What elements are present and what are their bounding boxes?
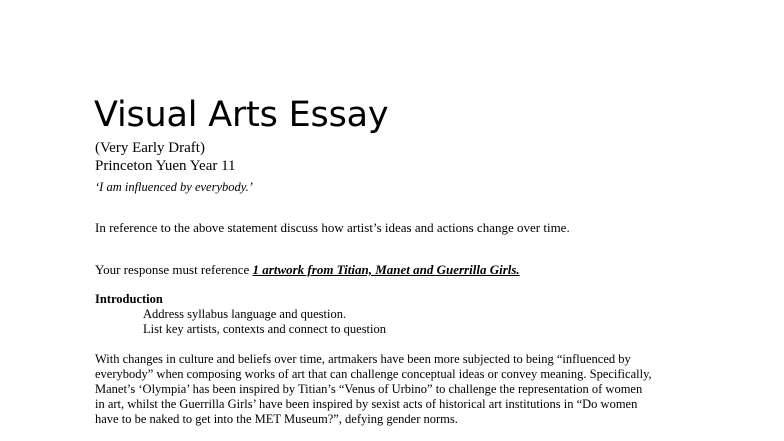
author-line: Princeton Yuen Year 11: [95, 158, 236, 174]
reference-requirement: [95, 261, 520, 278]
introduction-list: [143, 307, 386, 337]
paragraph-line: Manet’s ‘Olympia’ has been inspired by Titian’s “Venus of Urbino” to challenge the representation of women: [95, 382, 643, 396]
list-item: List key artists, contexts and connect to question: [143, 322, 387, 336]
draft-note: (Very Early Draft): [95, 140, 205, 156]
essay-quote: ‘I am influenced by everybody.’: [95, 180, 253, 194]
body-paragraph: [95, 352, 695, 427]
list-item: Address syllabus language and question.: [143, 307, 347, 321]
paragraph-line: in art, whilst the Guerrilla Girls’ have been inspired by sexist acts of historical art institutions in “Do women: [95, 397, 638, 411]
essay-prompt: In reference to the above statement discuss how artist’s ideas and actions change over time.: [95, 220, 570, 235]
introduction-heading: Introduction: [95, 292, 163, 306]
reference-emphasis: 1 artwork from Titian, Manet and Guerrilla Girls.: [252, 262, 520, 277]
reference-prefix: Your response must reference: [95, 262, 253, 277]
paragraph-line: everybody” when composing works of art that can challenge conceptual ideas or convey meaning. Specifically,: [95, 367, 652, 381]
paragraph-line: With changes in culture and beliefs over time, artmakers have been more subjected to being “influenced by: [95, 352, 631, 366]
paragraph-line: have to be naked to get into the MET Museum?”, defying gender norms.: [95, 412, 458, 426]
document-title: Visual Arts Essay: [94, 95, 389, 135]
